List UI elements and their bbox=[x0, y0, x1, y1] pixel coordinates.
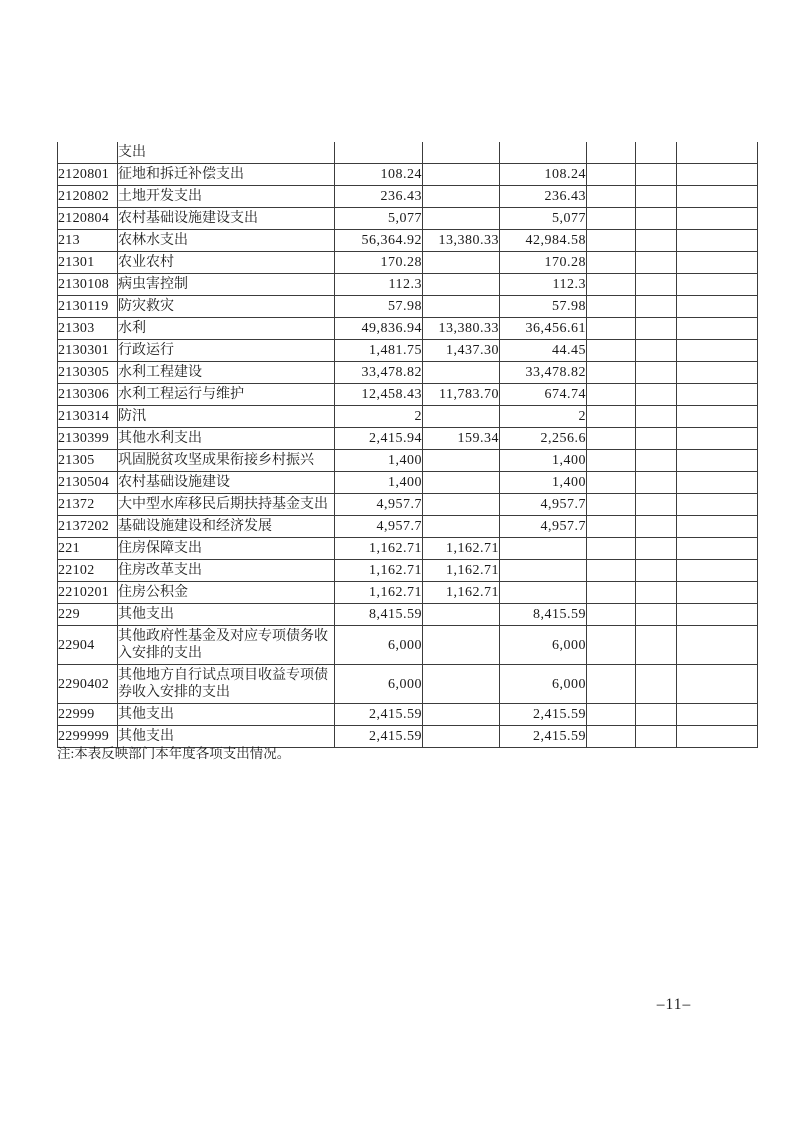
name-cell: 其他支出 bbox=[118, 604, 335, 626]
table-row bbox=[58, 626, 758, 665]
empty-cell-1 bbox=[587, 472, 636, 494]
empty-cell-2 bbox=[636, 516, 677, 538]
code-cell: 213 bbox=[58, 230, 118, 252]
amount-cell-1: 2,415.59 bbox=[335, 704, 423, 726]
amount-cell-2 bbox=[423, 704, 500, 726]
table-row bbox=[58, 538, 758, 560]
amount-cell-1: 6,000 bbox=[335, 626, 423, 665]
expense-table-body bbox=[58, 142, 758, 748]
empty-cell-3 bbox=[677, 516, 758, 538]
table-row bbox=[58, 164, 758, 186]
name-cell: 水利 bbox=[118, 318, 335, 340]
empty-cell-3 bbox=[677, 318, 758, 340]
amount-cell-2 bbox=[423, 164, 500, 186]
table-row bbox=[58, 704, 758, 726]
amount-cell-3: 2,415.59 bbox=[500, 726, 587, 748]
amount-cell-3: 112.3 bbox=[500, 274, 587, 296]
amount-cell-3 bbox=[500, 538, 587, 560]
empty-cell-3 bbox=[677, 208, 758, 230]
amount-cell-2: 13,380.33 bbox=[423, 230, 500, 252]
amount-cell-1: 236.43 bbox=[335, 186, 423, 208]
amount-cell-3: 4,957.7 bbox=[500, 494, 587, 516]
empty-cell-3 bbox=[677, 665, 758, 704]
empty-cell-2 bbox=[636, 538, 677, 560]
code-cell: 2130504 bbox=[58, 472, 118, 494]
name-cell: 其他水利支出 bbox=[118, 428, 335, 450]
empty-cell-1 bbox=[587, 384, 636, 406]
amount-cell-3: 44.45 bbox=[500, 340, 587, 362]
empty-cell-2 bbox=[636, 362, 677, 384]
table-row bbox=[58, 208, 758, 230]
amount-cell-2 bbox=[423, 726, 500, 748]
table-row bbox=[58, 274, 758, 296]
empty-cell-2 bbox=[636, 472, 677, 494]
empty-cell-2 bbox=[636, 450, 677, 472]
empty-cell-1 bbox=[587, 516, 636, 538]
amount-cell-1: 33,478.82 bbox=[335, 362, 423, 384]
empty-cell-3 bbox=[677, 604, 758, 626]
code-cell: 2120801 bbox=[58, 164, 118, 186]
empty-cell-3 bbox=[677, 142, 758, 164]
amount-cell-2 bbox=[423, 472, 500, 494]
empty-cell-3 bbox=[677, 230, 758, 252]
code-cell: 21372 bbox=[58, 494, 118, 516]
amount-cell-1: 1,162.71 bbox=[335, 560, 423, 582]
amount-cell-3: 1,400 bbox=[500, 472, 587, 494]
amount-cell-1: 2,415.59 bbox=[335, 726, 423, 748]
empty-cell-3 bbox=[677, 340, 758, 362]
empty-cell-2 bbox=[636, 186, 677, 208]
amount-cell-1: 1,481.75 bbox=[335, 340, 423, 362]
name-cell: 其他支出 bbox=[118, 704, 335, 726]
amount-cell-2 bbox=[423, 604, 500, 626]
amount-cell-2 bbox=[423, 406, 500, 428]
amount-cell-2 bbox=[423, 516, 500, 538]
table-row bbox=[58, 560, 758, 582]
name-cell: 其他地方自行试点项目收益专项债券收入安排的支出 bbox=[118, 665, 335, 704]
table-row bbox=[58, 252, 758, 274]
amount-cell-1: 108.24 bbox=[335, 164, 423, 186]
amount-cell-3 bbox=[500, 142, 587, 164]
code-cell: 2130314 bbox=[58, 406, 118, 428]
empty-cell-1 bbox=[587, 230, 636, 252]
empty-cell-2 bbox=[636, 406, 677, 428]
amount-cell-3: 170.28 bbox=[500, 252, 587, 274]
amount-cell-2: 1,162.71 bbox=[423, 582, 500, 604]
amount-cell-2 bbox=[423, 274, 500, 296]
empty-cell-3 bbox=[677, 726, 758, 748]
amount-cell-2 bbox=[423, 296, 500, 318]
empty-cell-1 bbox=[587, 164, 636, 186]
code-cell: 21305 bbox=[58, 450, 118, 472]
empty-cell-1 bbox=[587, 208, 636, 230]
code-cell: 2137202 bbox=[58, 516, 118, 538]
code-cell: 2299999 bbox=[58, 726, 118, 748]
name-cell: 水利工程运行与维护 bbox=[118, 384, 335, 406]
amount-cell-2 bbox=[423, 186, 500, 208]
table-row bbox=[58, 406, 758, 428]
amount-cell-2: 11,783.70 bbox=[423, 384, 500, 406]
empty-cell-2 bbox=[636, 142, 677, 164]
name-cell: 行政运行 bbox=[118, 340, 335, 362]
amount-cell-3: 4,957.7 bbox=[500, 516, 587, 538]
table-row bbox=[58, 604, 758, 626]
amount-cell-2 bbox=[423, 252, 500, 274]
amount-cell-2 bbox=[423, 665, 500, 704]
name-cell: 住房公积金 bbox=[118, 582, 335, 604]
name-cell: 大中型水库移民后期扶持基金支出 bbox=[118, 494, 335, 516]
amount-cell-1: 1,400 bbox=[335, 472, 423, 494]
code-cell: 2130108 bbox=[58, 274, 118, 296]
code-cell: 2130119 bbox=[58, 296, 118, 318]
amount-cell-1: 112.3 bbox=[335, 274, 423, 296]
table-row bbox=[58, 340, 758, 362]
amount-cell-3: 6,000 bbox=[500, 665, 587, 704]
amount-cell-1: 2 bbox=[335, 406, 423, 428]
empty-cell-1 bbox=[587, 274, 636, 296]
code-cell: 2130306 bbox=[58, 384, 118, 406]
code-cell: 2120804 bbox=[58, 208, 118, 230]
empty-cell-3 bbox=[677, 406, 758, 428]
code-cell: 21303 bbox=[58, 318, 118, 340]
amount-cell-2 bbox=[423, 626, 500, 665]
amount-cell-1: 4,957.7 bbox=[335, 516, 423, 538]
table-row bbox=[58, 362, 758, 384]
code-cell: 2130305 bbox=[58, 362, 118, 384]
expense-table bbox=[57, 142, 758, 748]
amount-cell-3: 1,400 bbox=[500, 450, 587, 472]
amount-cell-1: 170.28 bbox=[335, 252, 423, 274]
empty-cell-1 bbox=[587, 494, 636, 516]
name-cell: 征地和拆迁补偿支出 bbox=[118, 164, 335, 186]
empty-cell-1 bbox=[587, 626, 636, 665]
empty-cell-3 bbox=[677, 362, 758, 384]
amount-cell-1: 56,364.92 bbox=[335, 230, 423, 252]
empty-cell-2 bbox=[636, 252, 677, 274]
name-cell: 农村基础设施建设 bbox=[118, 472, 335, 494]
empty-cell-3 bbox=[677, 560, 758, 582]
empty-cell-2 bbox=[636, 230, 677, 252]
table-footnote: 注:本表反映部门本年度各项支出情况。 bbox=[57, 746, 291, 761]
code-cell bbox=[58, 142, 118, 164]
amount-cell-2: 1,162.71 bbox=[423, 538, 500, 560]
amount-cell-3 bbox=[500, 582, 587, 604]
empty-cell-1 bbox=[587, 318, 636, 340]
empty-cell-1 bbox=[587, 582, 636, 604]
name-cell: 其他支出 bbox=[118, 726, 335, 748]
empty-cell-2 bbox=[636, 560, 677, 582]
name-cell: 农林水支出 bbox=[118, 230, 335, 252]
amount-cell-3: 57.98 bbox=[500, 296, 587, 318]
amount-cell-2 bbox=[423, 494, 500, 516]
code-cell: 221 bbox=[58, 538, 118, 560]
table-row bbox=[58, 318, 758, 340]
name-cell: 水利工程建设 bbox=[118, 362, 335, 384]
name-cell: 农业农村 bbox=[118, 252, 335, 274]
name-cell: 土地开发支出 bbox=[118, 186, 335, 208]
code-cell: 22102 bbox=[58, 560, 118, 582]
table-row bbox=[58, 726, 758, 748]
amount-cell-3: 674.74 bbox=[500, 384, 587, 406]
amount-cell-2: 13,380.33 bbox=[423, 318, 500, 340]
amount-cell-2: 159.34 bbox=[423, 428, 500, 450]
empty-cell-2 bbox=[636, 582, 677, 604]
empty-cell-1 bbox=[587, 362, 636, 384]
table-row bbox=[58, 384, 758, 406]
table-row bbox=[58, 142, 758, 164]
amount-cell-1: 4,957.7 bbox=[335, 494, 423, 516]
table-row bbox=[58, 186, 758, 208]
empty-cell-1 bbox=[587, 704, 636, 726]
name-cell: 住房改革支出 bbox=[118, 560, 335, 582]
table-row bbox=[58, 665, 758, 704]
table-row bbox=[58, 494, 758, 516]
empty-cell-3 bbox=[677, 626, 758, 665]
amount-cell-2 bbox=[423, 208, 500, 230]
empty-cell-3 bbox=[677, 296, 758, 318]
empty-cell-3 bbox=[677, 582, 758, 604]
empty-cell-1 bbox=[587, 560, 636, 582]
name-cell: 农村基础设施建设支出 bbox=[118, 208, 335, 230]
empty-cell-2 bbox=[636, 384, 677, 406]
amount-cell-3: 108.24 bbox=[500, 164, 587, 186]
amount-cell-1: 5,077 bbox=[335, 208, 423, 230]
name-cell: 防汛 bbox=[118, 406, 335, 428]
name-cell: 其他政府性基金及对应专项债务收入安排的支出 bbox=[118, 626, 335, 665]
table-row bbox=[58, 582, 758, 604]
empty-cell-2 bbox=[636, 665, 677, 704]
amount-cell-3: 236.43 bbox=[500, 186, 587, 208]
empty-cell-2 bbox=[636, 428, 677, 450]
empty-cell-1 bbox=[587, 538, 636, 560]
empty-cell-3 bbox=[677, 428, 758, 450]
amount-cell-3 bbox=[500, 560, 587, 582]
empty-cell-2 bbox=[636, 274, 677, 296]
amount-cell-3: 2,256.6 bbox=[500, 428, 587, 450]
page-number: –11– bbox=[656, 996, 692, 1013]
code-cell: 229 bbox=[58, 604, 118, 626]
amount-cell-2 bbox=[423, 450, 500, 472]
amount-cell-1: 8,415.59 bbox=[335, 604, 423, 626]
empty-cell-1 bbox=[587, 296, 636, 318]
amount-cell-1: 49,836.94 bbox=[335, 318, 423, 340]
name-cell: 巩固脱贫攻坚成果衔接乡村振兴 bbox=[118, 450, 335, 472]
table-row bbox=[58, 472, 758, 494]
empty-cell-3 bbox=[677, 252, 758, 274]
code-cell: 22999 bbox=[58, 704, 118, 726]
empty-cell-1 bbox=[587, 186, 636, 208]
empty-cell-1 bbox=[587, 406, 636, 428]
empty-cell-1 bbox=[587, 340, 636, 362]
code-cell: 2120802 bbox=[58, 186, 118, 208]
amount-cell-1: 57.98 bbox=[335, 296, 423, 318]
name-cell: 病虫害控制 bbox=[118, 274, 335, 296]
name-cell: 基础设施建设和经济发展 bbox=[118, 516, 335, 538]
empty-cell-3 bbox=[677, 186, 758, 208]
empty-cell-3 bbox=[677, 704, 758, 726]
amount-cell-1 bbox=[335, 142, 423, 164]
amount-cell-3: 36,456.61 bbox=[500, 318, 587, 340]
amount-cell-1: 1,400 bbox=[335, 450, 423, 472]
name-cell: 住房保障支出 bbox=[118, 538, 335, 560]
empty-cell-3 bbox=[677, 164, 758, 186]
empty-cell-3 bbox=[677, 472, 758, 494]
amount-cell-1: 1,162.71 bbox=[335, 538, 423, 560]
empty-cell-2 bbox=[636, 318, 677, 340]
empty-cell-2 bbox=[636, 626, 677, 665]
amount-cell-3: 2,415.59 bbox=[500, 704, 587, 726]
amount-cell-3: 5,077 bbox=[500, 208, 587, 230]
empty-cell-3 bbox=[677, 538, 758, 560]
empty-cell-1 bbox=[587, 252, 636, 274]
name-cell: 支出 bbox=[118, 142, 335, 164]
code-cell: 2290402 bbox=[58, 665, 118, 704]
empty-cell-2 bbox=[636, 726, 677, 748]
empty-cell-1 bbox=[587, 428, 636, 450]
amount-cell-3: 6,000 bbox=[500, 626, 587, 665]
table-row bbox=[58, 296, 758, 318]
code-cell: 21301 bbox=[58, 252, 118, 274]
empty-cell-1 bbox=[587, 665, 636, 704]
empty-cell-1 bbox=[587, 604, 636, 626]
empty-cell-2 bbox=[636, 296, 677, 318]
amount-cell-3: 8,415.59 bbox=[500, 604, 587, 626]
amount-cell-2: 1,437.30 bbox=[423, 340, 500, 362]
empty-cell-1 bbox=[587, 726, 636, 748]
name-cell: 防灾救灾 bbox=[118, 296, 335, 318]
amount-cell-3: 42,984.58 bbox=[500, 230, 587, 252]
empty-cell-1 bbox=[587, 142, 636, 164]
empty-cell-2 bbox=[636, 604, 677, 626]
expense-table-container bbox=[57, 142, 758, 748]
empty-cell-3 bbox=[677, 494, 758, 516]
amount-cell-1: 1,162.71 bbox=[335, 582, 423, 604]
empty-cell-2 bbox=[636, 164, 677, 186]
code-cell: 2130399 bbox=[58, 428, 118, 450]
empty-cell-2 bbox=[636, 340, 677, 362]
empty-cell-3 bbox=[677, 384, 758, 406]
table-row bbox=[58, 450, 758, 472]
amount-cell-2 bbox=[423, 142, 500, 164]
empty-cell-1 bbox=[587, 450, 636, 472]
amount-cell-3: 2 bbox=[500, 406, 587, 428]
empty-cell-3 bbox=[677, 450, 758, 472]
table-row bbox=[58, 516, 758, 538]
code-cell: 22904 bbox=[58, 626, 118, 665]
amount-cell-2: 1,162.71 bbox=[423, 560, 500, 582]
table-row bbox=[58, 230, 758, 252]
amount-cell-1: 2,415.94 bbox=[335, 428, 423, 450]
empty-cell-3 bbox=[677, 274, 758, 296]
amount-cell-1: 6,000 bbox=[335, 665, 423, 704]
empty-cell-2 bbox=[636, 494, 677, 516]
empty-cell-2 bbox=[636, 704, 677, 726]
empty-cell-2 bbox=[636, 208, 677, 230]
amount-cell-2 bbox=[423, 362, 500, 384]
code-cell: 2210201 bbox=[58, 582, 118, 604]
table-row bbox=[58, 428, 758, 450]
amount-cell-1: 12,458.43 bbox=[335, 384, 423, 406]
code-cell: 2130301 bbox=[58, 340, 118, 362]
amount-cell-3: 33,478.82 bbox=[500, 362, 587, 384]
